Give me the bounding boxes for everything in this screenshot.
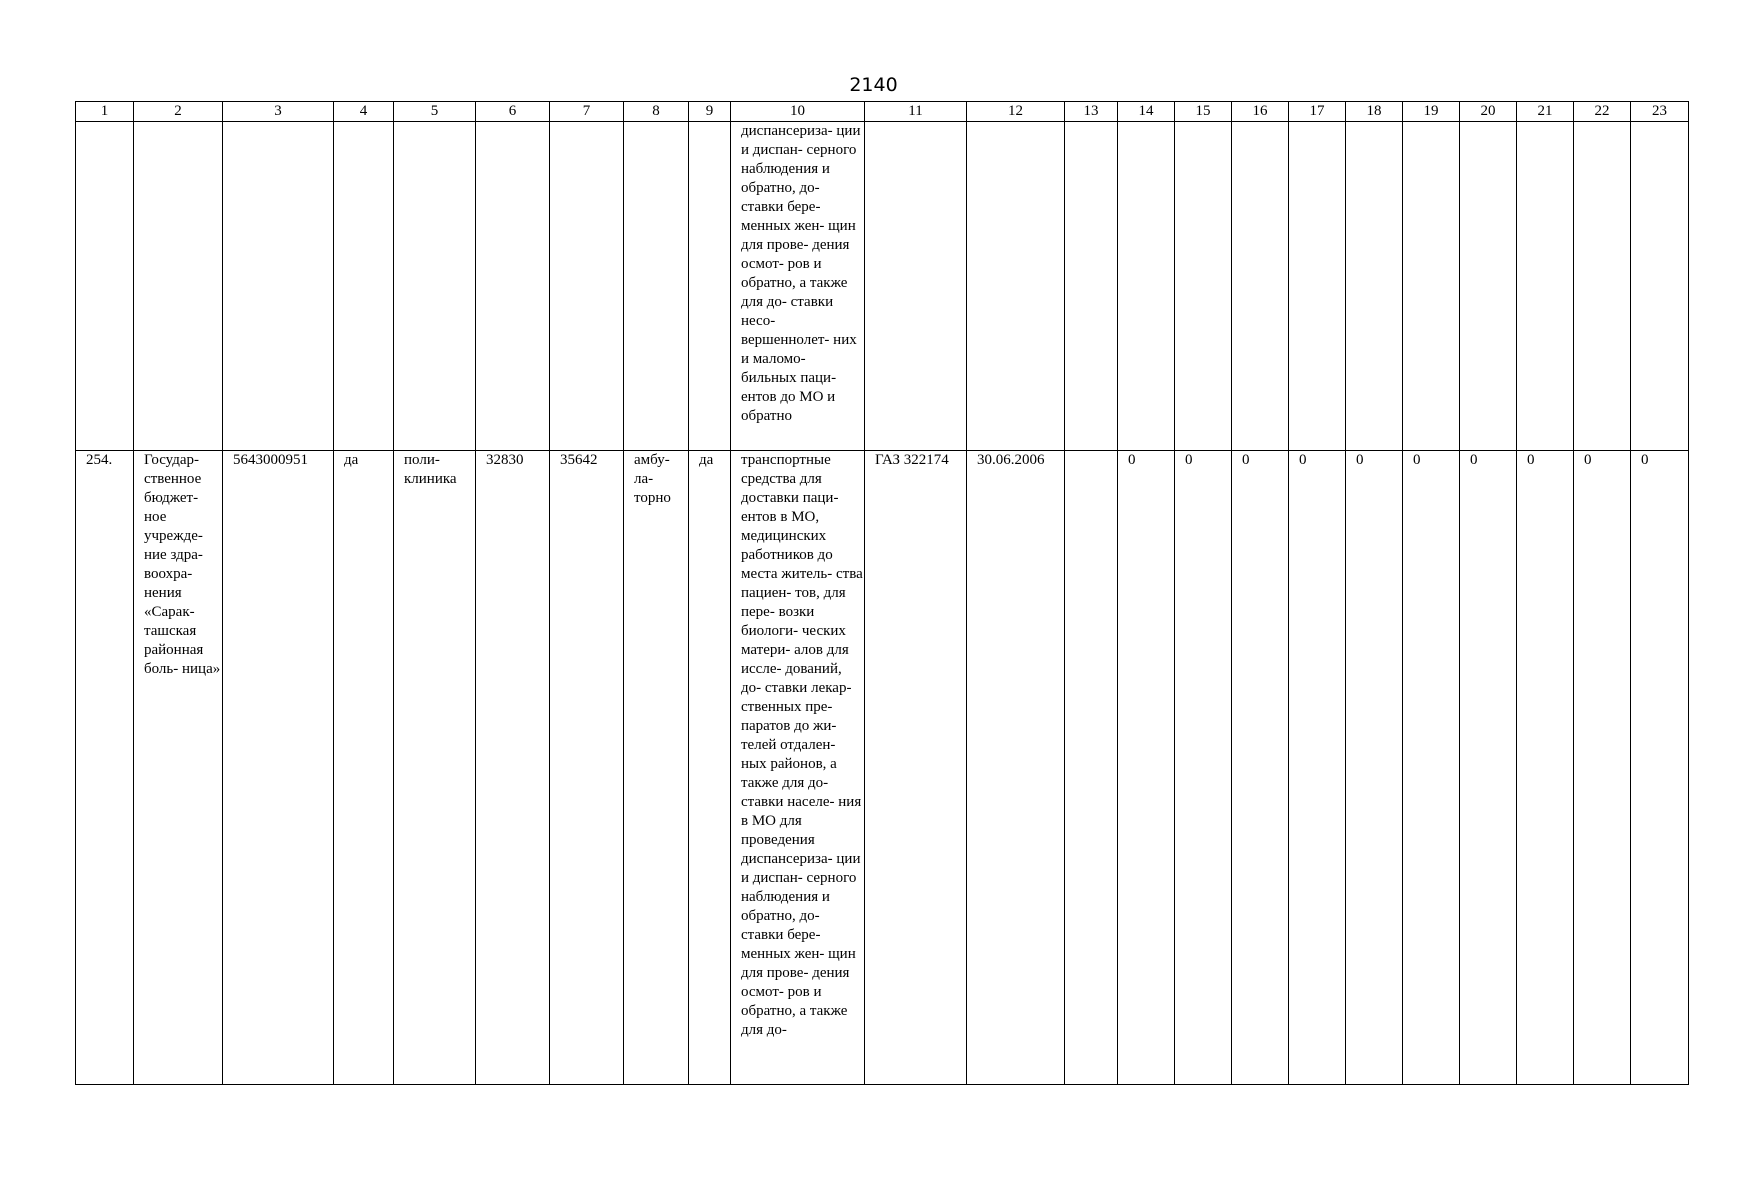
value-cell: 0 xyxy=(1403,451,1460,1085)
header-cell: 6 xyxy=(476,102,550,122)
table-cell xyxy=(1232,122,1289,451)
table-cell xyxy=(76,122,134,451)
table-cell xyxy=(134,122,223,451)
table-cell xyxy=(1631,122,1689,451)
table-cell xyxy=(1118,122,1175,451)
table-cell xyxy=(334,122,394,451)
header-cell: 1 xyxy=(76,102,134,122)
header-cell: 5 xyxy=(394,102,476,122)
table-cell xyxy=(1403,122,1460,451)
value-cell: 0 xyxy=(1574,451,1631,1085)
table-cell xyxy=(865,122,967,451)
value-cell: 0 xyxy=(1346,451,1403,1085)
table-cell xyxy=(1289,122,1346,451)
header-cell: 14 xyxy=(1118,102,1175,122)
page-number: 2140 xyxy=(849,74,898,96)
unit-type-cell: поли- клиника xyxy=(394,451,476,1085)
header-cell: 10 xyxy=(731,102,865,122)
table-cell xyxy=(624,122,689,451)
header-cell: 17 xyxy=(1289,102,1346,122)
table-row-continuation xyxy=(76,122,1689,451)
table-cell xyxy=(1574,122,1631,451)
value-cell: 0 xyxy=(1631,451,1689,1085)
purpose-cell-continued: диспансериза- ции и диспан- серного наблюдения и обратно, до- ставки бере- менных жен- щин для прове- дения осмот- ров и обратно, а также для до- ставки несо- вершеннолет- них и маломо- бильных паци- ентов до МО и обратно xyxy=(731,122,865,451)
table-cell xyxy=(1065,122,1118,451)
value-cell: 0 xyxy=(1118,451,1175,1085)
value-cell: 0 xyxy=(1460,451,1517,1085)
header-cell: 12 xyxy=(967,102,1065,122)
header-cell: 8 xyxy=(624,102,689,122)
value-cell: 0 xyxy=(1517,451,1574,1085)
header-cell: 22 xyxy=(1574,102,1631,122)
table-cell xyxy=(394,122,476,451)
vehicle-model-cell: ГАЗ 322174 xyxy=(865,451,967,1085)
header-cell: 11 xyxy=(865,102,967,122)
header-cell: 16 xyxy=(1232,102,1289,122)
table-row-254 xyxy=(76,451,1689,1085)
table-cell: 32830 xyxy=(476,451,550,1085)
table-cell xyxy=(1346,122,1403,451)
table-cell: да xyxy=(334,451,394,1085)
row-number-cell: 254. xyxy=(76,451,134,1085)
header-cell: 7 xyxy=(550,102,624,122)
header-cell: 19 xyxy=(1403,102,1460,122)
header-cell: 13 xyxy=(1065,102,1118,122)
table-cell xyxy=(1175,122,1232,451)
organization-name-cell: Государ- ственное бюджет- ное учрежде- ние здра- воохра- нения «Сарак- ташская районная боль- ница» xyxy=(134,451,223,1085)
table-cell: да xyxy=(689,451,731,1085)
date-cell: 30.06.2006 xyxy=(967,451,1065,1085)
header-cell: 20 xyxy=(1460,102,1517,122)
header-cell: 15 xyxy=(1175,102,1232,122)
header-cell: 4 xyxy=(334,102,394,122)
care-type-cell: амбу- ла- торно xyxy=(624,451,689,1085)
header-cell: 3 xyxy=(223,102,334,122)
table-cell xyxy=(1517,122,1574,451)
header-cell: 2 xyxy=(134,102,223,122)
table-cell: 35642 xyxy=(550,451,624,1085)
table-cell xyxy=(1460,122,1517,451)
table-cell xyxy=(967,122,1065,451)
table-cell xyxy=(476,122,550,451)
header-cell: 18 xyxy=(1346,102,1403,122)
header-cell: 21 xyxy=(1517,102,1574,122)
table-cell xyxy=(223,122,334,451)
value-cell: 0 xyxy=(1289,451,1346,1085)
column-number-row xyxy=(76,102,1689,122)
registry-table xyxy=(75,101,1689,1085)
purpose-cell: транспортные средства для доставки паци- ентов в МО, медицинских работников до места житель- ства пациен- тов, для пере- возки биологи- ческих матери- алов для иссле- дований, до- ставки лекар- ственных пре- паратов до жи- телей отдален- ных районов, а также для до- ставки населе- ния в МО для проведения диспансериза- ции и диспан- серного наблюдения и обратно, до- ставки бере- менных жен- щин для прове- дения осмот- ров и обратно, а также для до- xyxy=(731,451,865,1085)
header-cell: 9 xyxy=(689,102,731,122)
header-cell: 23 xyxy=(1631,102,1689,122)
table-cell xyxy=(550,122,624,451)
value-cell: 0 xyxy=(1175,451,1232,1085)
inn-cell: 5643000951 xyxy=(223,451,334,1085)
value-cell: 0 xyxy=(1232,451,1289,1085)
table-cell xyxy=(689,122,731,451)
table-cell xyxy=(1065,451,1118,1085)
